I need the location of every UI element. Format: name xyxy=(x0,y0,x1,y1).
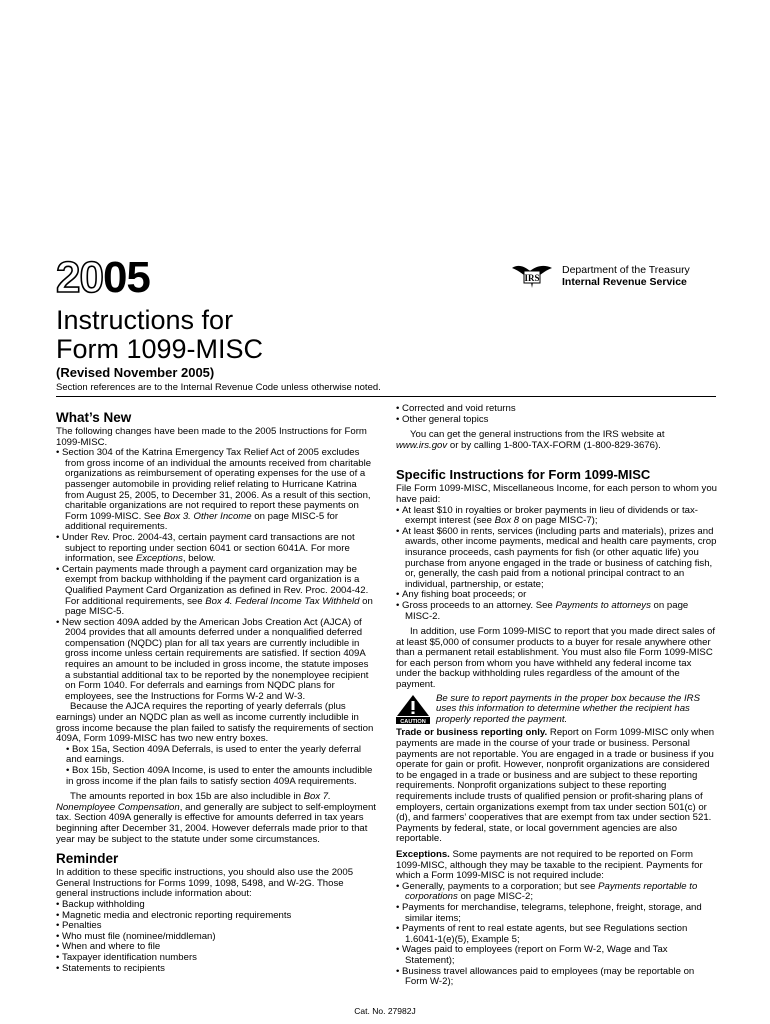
caution-warning-icon xyxy=(396,694,430,724)
reminder-item: • Corrected and void returns xyxy=(396,403,516,414)
year-mark xyxy=(56,253,150,302)
reminder-item: • When and where to file xyxy=(56,941,161,953)
svg-text:IRS: IRS xyxy=(524,273,540,283)
caution-box xyxy=(396,694,718,726)
reminder-intro: In addition to these specific instructions, you should also use the 2005 General Instructions for Forms 1099, 1098, 5498, and W-2G. Those general instructions include information about: xyxy=(56,867,354,900)
exception-item: • Payments for merchandise, telegrams, telephone, freight, storage, and similar items; xyxy=(396,901,702,924)
year-outline: 20 xyxy=(56,253,103,302)
specific-bullet-fishing: • Any fishing boat proceeds; or xyxy=(396,589,527,601)
page-title xyxy=(56,306,263,364)
specific-bullet-attorney: • Gross proceeds to an attorney. See Payments to attorneys on page MISC-2. xyxy=(396,599,689,622)
whats-new-bullet-rev-proc-43: • Under Rev. Proc. 2004-43, certain payment card transactions are not subject to reporting under section 6041 or section 6041A. For more information, see Exceptions, below. xyxy=(56,531,355,565)
reminder-item: • Other general topics xyxy=(396,413,489,425)
reminder-item: • Who must file (nominee/middleman) xyxy=(56,930,216,942)
whats-new-bullet-payment-card: • Certain payments made through a payment card organization may be exempt from backup withholding if the payment card organization is a Qualified Payment Card Organization as defined in Rev. Proc. 2004-42. For additional requirements, see Box 4. Federal Income Tax Withheld on page MISC-5. xyxy=(56,563,373,618)
whats-new-intro: The following changes have been made to the 2005 Instructions for Form 1099-MISC. xyxy=(56,426,367,448)
exception-item: • Payments of rent to real estate agents, but see Regulations section 1.6041-1(e)(5), Example 5; xyxy=(396,923,688,945)
specific-bullet-royalties: • At least $10 in royalties or broker payments in lieu of dividends or tax-exempt interest (see Box 8 on page MISC-7); xyxy=(396,504,698,527)
agency-block xyxy=(562,264,690,288)
right-column xyxy=(396,404,718,988)
direct-sales-paragraph: In addition, use Form 1099-MISC to report that you made direct sales of at least $5,000 of consumer products to a buyer for resale anywhere other than a permanent retail establishment. You must also file Form 1099-MISC for each person from whom you have withheld any federal income tax under the backup withholding rules regardless of the amount of the payment. xyxy=(396,626,716,691)
irs-eagle-logo-icon xyxy=(510,262,554,290)
reminder-item: • Magnetic media and electronic reporting requirements xyxy=(56,909,292,921)
title-line2: Form 1099-MISC xyxy=(56,334,264,364)
website-note: You can get the general instructions from the IRS website at www.irs.gov or by calling 1-800-TAX-FORM (1-800-829-3676). xyxy=(396,429,665,451)
caution-label: CAUTION xyxy=(400,718,426,724)
section-reference-note: Section references are to the Internal Revenue Code unless otherwise noted. xyxy=(56,382,381,393)
reminder-item: • Backup withholding xyxy=(56,898,145,910)
exception-item: • Business travel allowances paid to employees (may be reportable on Form W-2); xyxy=(396,965,695,988)
whats-new-bullet-409a: • New section 409A added by the American Jobs Creation Act (AJCA) of 2004 provides that all amounts deferred under a nonqualified deferred compensation (NQDC) plan for all tax years are currently includible in gross income unless certain requirements are satisfied. If section 409A requires an amount to be included in gross income, the statute imposes a substantial additional tax to be reported by the nonemployee recipient on Form 1040. For deferrals and earnings from NQDC plans for employees, see the Instructions for Forms W-2 and W-3. xyxy=(56,616,369,702)
reminder-heading: Reminder xyxy=(56,851,119,867)
left-column xyxy=(56,404,376,974)
reminder-item: • Statements to recipients xyxy=(56,962,165,974)
title-line1: Instructions for xyxy=(56,305,234,335)
reminder-item: • Penalties xyxy=(56,920,102,932)
whats-new-heading: What’s New xyxy=(56,410,132,425)
year-solid: 05 xyxy=(102,253,150,302)
revision-date: (Revised November 2005) xyxy=(56,365,215,380)
exception-item: • Generally, payments to a corporation; but see Payments reportable to corporations on page MISC-2; xyxy=(396,880,698,903)
specific-intro: File Form 1099-MISC, Miscellaneous Income, for each person to whom you have paid: xyxy=(396,483,717,505)
whats-new-box15b-paragraph: The amounts reported in box 15b are also includible in Box 7. Nonemployee Compensation, and generally are subject to self-employment tax. Section 409A generally is effective for amounts deferred in tax years beginning after December 31, 2004. However deferrals made prior to that year may be subject to the statute under some circumstances. xyxy=(56,791,376,845)
whats-new-bullet-katrina: • Section 304 of the Katrina Emergency Tax Relief Act of 2005 excludes from gross income of an individual the amounts received from charitable organizations as reimbursement of operating expenses for the use of a passenger automobile in providing relief relating to Hurricane Katrina from August 25, 2005, to December 31, 2006. As a result of this section, charitable organizations are not required to report these payments on Form 1099-MISC. See Box 3. Other Income on page MISC-5 for additional requirements. xyxy=(56,447,372,533)
catalog-number: Cat. No. 27982J xyxy=(354,1006,416,1016)
specific-bullet-rents: • At least $600 in rents, services (including parts and materials), prizes and awards, other income payments, medical and health care payments, crop insurance proceeds, cash payments for fish (or other aquatic life) you purchase from anyone engaged in the trade or business of catching fish, or, generally, the cash paid from a notional principal contract to an individual, partnership, or estate; xyxy=(396,525,717,590)
agency-department: Department of the Treasury xyxy=(562,264,690,276)
irs-website-link[interactable]: www.irs.gov xyxy=(396,439,448,451)
whats-new-box-15b: • Box 15b, Section 409A Income, is used to enter the amounts includible in gross income if the plan fails to satisfy section 409A requirements. xyxy=(66,765,373,787)
caution-text: Be sure to report payments in the proper box because the IRS uses this information to determine whether the recipient has properly reported the payment. xyxy=(436,692,700,725)
whats-new-ajca-paragraph: Because the AJCA requires the reporting of yearly deferrals (plus earnings) under an NQDC plan as well as income currently includible in gross income because the plan failed to satisfy the requirements of section 409A, Form 1099-MISC has two new entry boxes. xyxy=(56,701,374,745)
specific-instructions-heading: Specific Instructions for Form 1099-MISC xyxy=(396,467,651,483)
agency-irs: Internal Revenue Service xyxy=(562,276,687,288)
reminder-item: • Taxpayer identification numbers xyxy=(56,951,197,963)
whats-new-box-15a: • Box 15a, Section 409A Deferrals, is used to enter the yearly deferral and earnings. xyxy=(66,743,362,766)
header-divider xyxy=(56,396,716,397)
exception-item: • Wages paid to employees (report on Form W-2, Wage and Tax Statement); xyxy=(396,944,668,966)
exceptions-paragraph: Exceptions. Some payments are not required to be reported on Form 1099-MISC, although they may be taxable to the recipient. Payments for which a Form 1099-MISC is not required include: xyxy=(396,848,703,882)
trade-business-paragraph: Trade or business reporting only. Report on Form 1099-MISC only when payments are made in the course of your trade or business. Personal payments are not reportable. You are engaged in a trade or business if you operate for gain or profit. However, nonprofit organizations are considered to be engaged in a trade or business and are subject to these reporting requirements. Nonprofit organizations subject to these reporting requirements include trusts of qualified pension or profit-sharing plans of employers, certain organizations exempt from tax under section 501(c) or (d), and farmers’ cooperatives that are exempt from tax under section 521. Payments by federal, state, or local government agencies are also reportable. xyxy=(396,727,715,845)
